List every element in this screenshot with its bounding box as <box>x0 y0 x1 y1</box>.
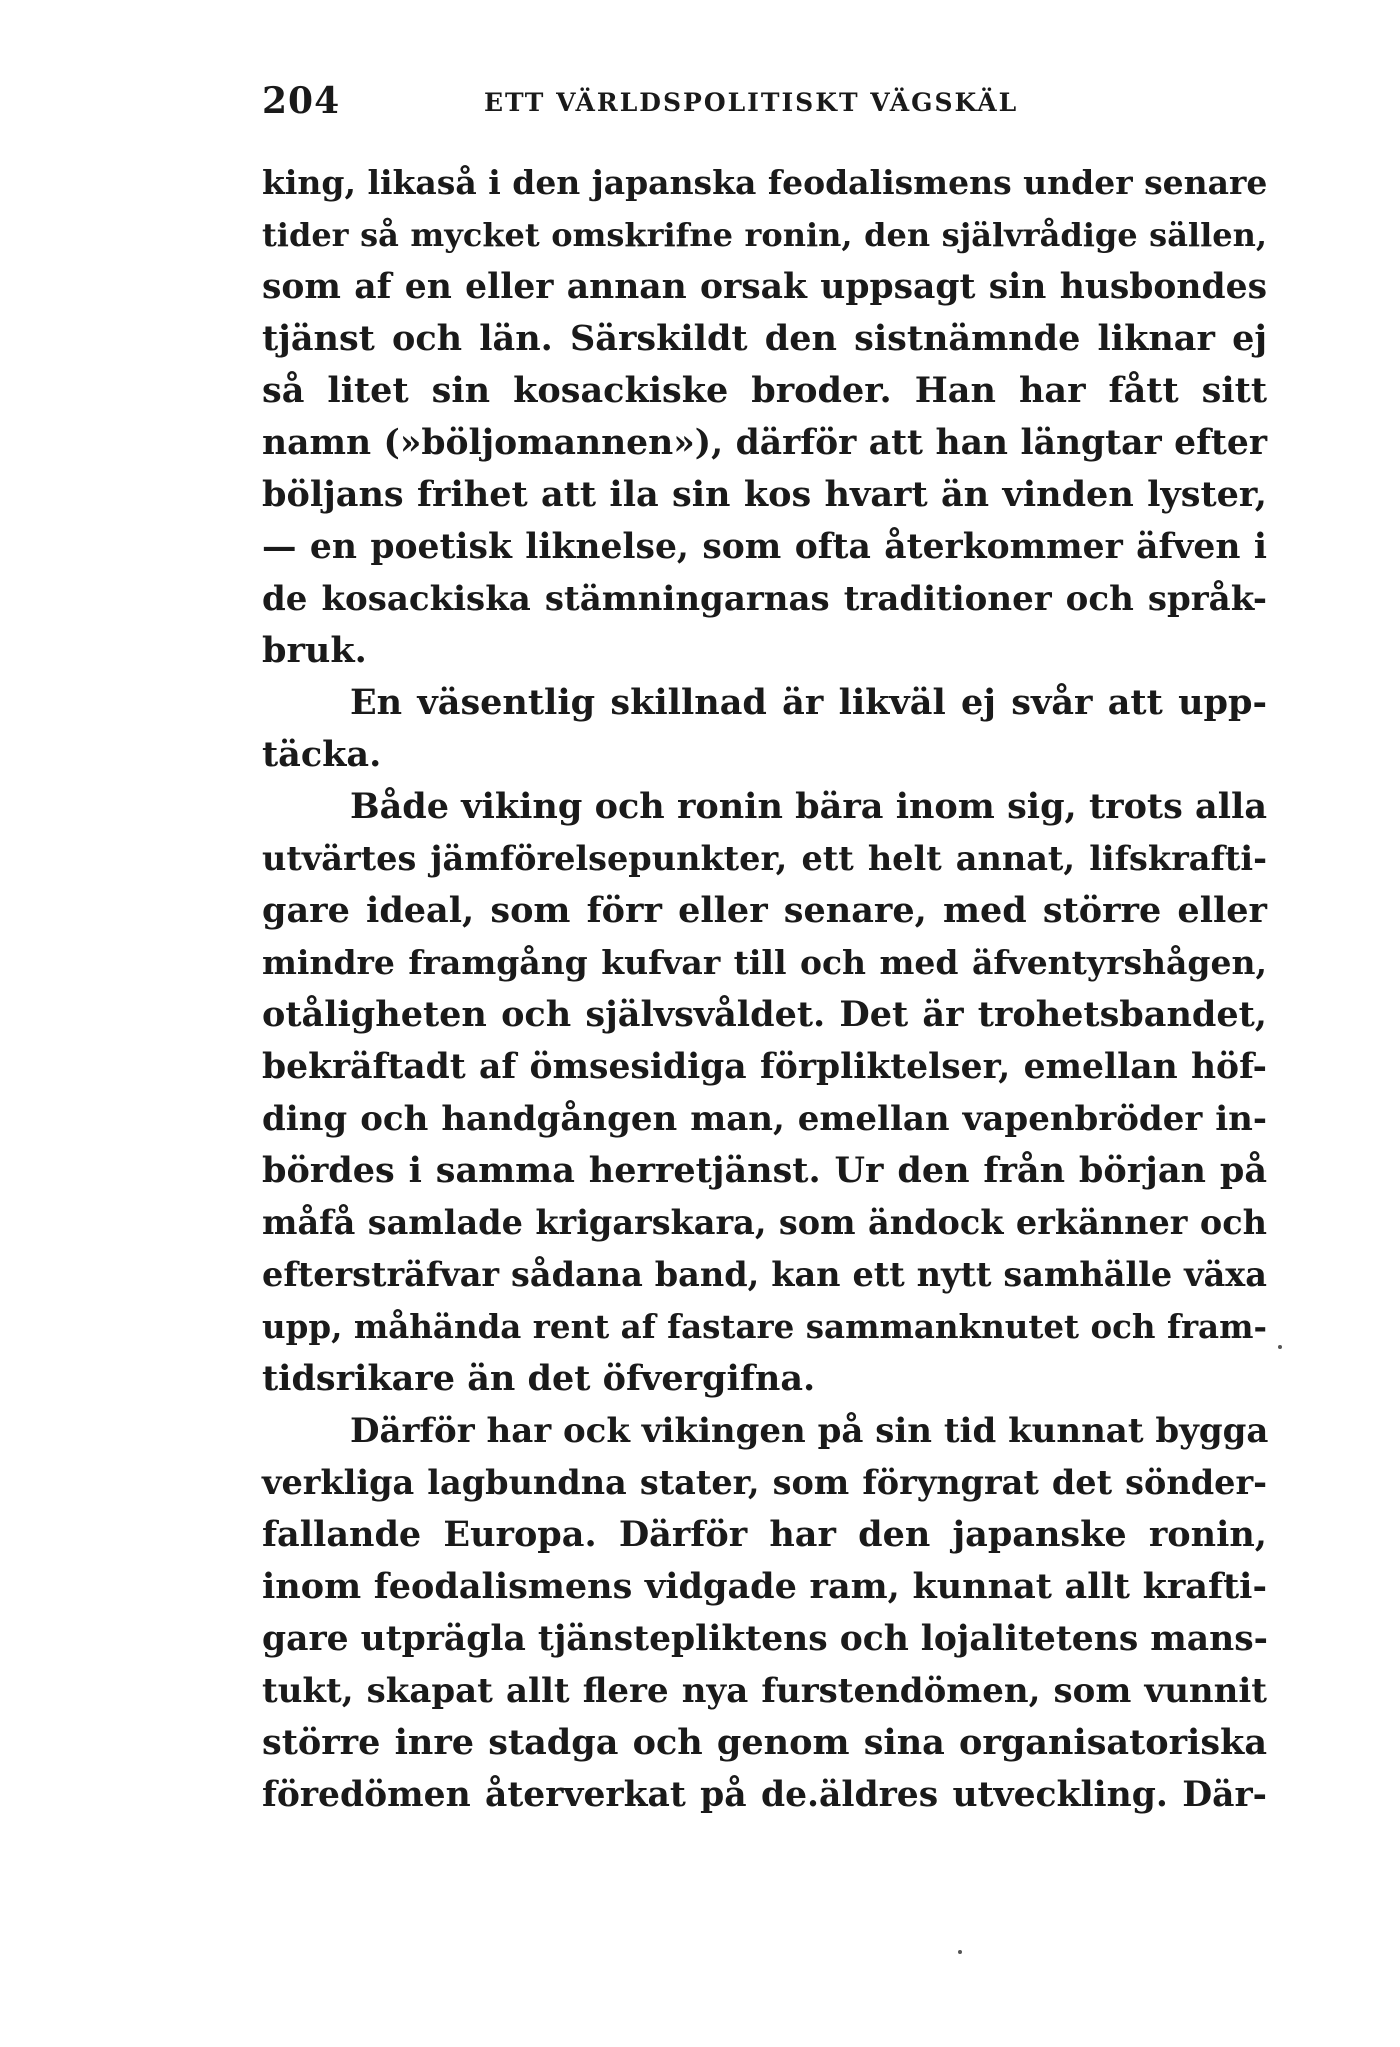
scan-speck <box>958 1950 962 1954</box>
text-line: verkliga lagbundna stater, som föryngrat det sönder- <box>262 1463 1267 1502</box>
text-line: större inre stadga och genom sina organisatoriska <box>262 1722 1267 1763</box>
text-line: inom feodalismens vidgade ram, kunnat allt krafti- <box>262 1566 1267 1607</box>
text-line: tider så mycket omskrifne ronin, den självrådige sällen, <box>262 216 1267 254</box>
text-line: Både viking och ronin bära inom sig, trots alla <box>350 786 1267 827</box>
text-line: Därför har ock vikingen på sin tid kunnat bygga <box>350 1411 1269 1451</box>
text-line: tukt, skapat allt flere nya furstendömen, som vunnit <box>262 1671 1267 1711</box>
text-line: tidsrikare än det öfvergifna. <box>262 1358 816 1399</box>
text-line: king, likaså i den japanska feodalismens under senare <box>262 163 1268 202</box>
text-line: så litet sin kosackiske broder. Han har fått sitt <box>262 370 1267 411</box>
text-line: måfå samlade krigarskara, som ändock erkänner och <box>262 1203 1267 1242</box>
text-line: tjänst och län. Särskildt den sistnämnde liknar ej <box>262 318 1267 359</box>
page-number: 204 <box>262 80 341 122</box>
text-line: otåligheten och självsvåldet. Det är trohetsbandet, <box>262 994 1267 1035</box>
text-line: namn (»böljomannen»), därför att han längtar efter <box>262 423 1267 463</box>
text-line: föredömen återverkat på de.äldres utveckling. Där- <box>262 1775 1267 1815</box>
text-line: fallande Europa. Därför har den japanske ronin, <box>262 1514 1267 1555</box>
body-text <box>262 157 1267 1821</box>
page-header <box>262 80 1267 130</box>
text-line: — en poetisk liknelse, som ofta återkommer äfven i <box>262 527 1267 567</box>
text-line: upp, måhända rent af fastare sammanknutet och fram- <box>262 1307 1267 1346</box>
scan-speck <box>1278 1345 1282 1349</box>
text-line: som af en eller annan orsak uppsagt sin husbondes <box>262 267 1267 307</box>
text-line: eftersträfvar sådana band, kan ett nytt samhälle växa <box>262 1255 1267 1294</box>
text-line: mindre framgång kufvar till och med äfventyrshågen, <box>262 943 1267 982</box>
running-title: ETT VÄRLDSPOLITISKT VÄGSKÄL <box>484 88 1019 117</box>
text-line: ding och handgången man, emellan vapenbröder in- <box>262 1099 1267 1139</box>
text-line: bruk. <box>262 630 367 671</box>
text-line: gare utprägla tjänstepliktens och lojalitetens mans- <box>262 1619 1268 1659</box>
text-line: böljans frihet att ila sin kos hvart än vinden lyster, <box>262 474 1267 515</box>
text-line: gare ideal, som förr eller senare, med större eller <box>262 890 1267 931</box>
text-line: de kosackiska stämningarnas traditioner och språk- <box>262 579 1267 619</box>
text-line: bördes i samma herretjänst. Ur den från början på <box>262 1150 1267 1191</box>
text-line: bekräftadt af ömsesidiga förpliktelser, emellan höf- <box>262 1047 1267 1087</box>
text-line: En väsentlig skillnad är likväl ej svår att upp- <box>350 682 1267 723</box>
text-line: utvärtes jämförelsepunkter, ett helt annat, lifskrafti- <box>262 839 1267 878</box>
text-line: täcka. <box>262 734 382 775</box>
